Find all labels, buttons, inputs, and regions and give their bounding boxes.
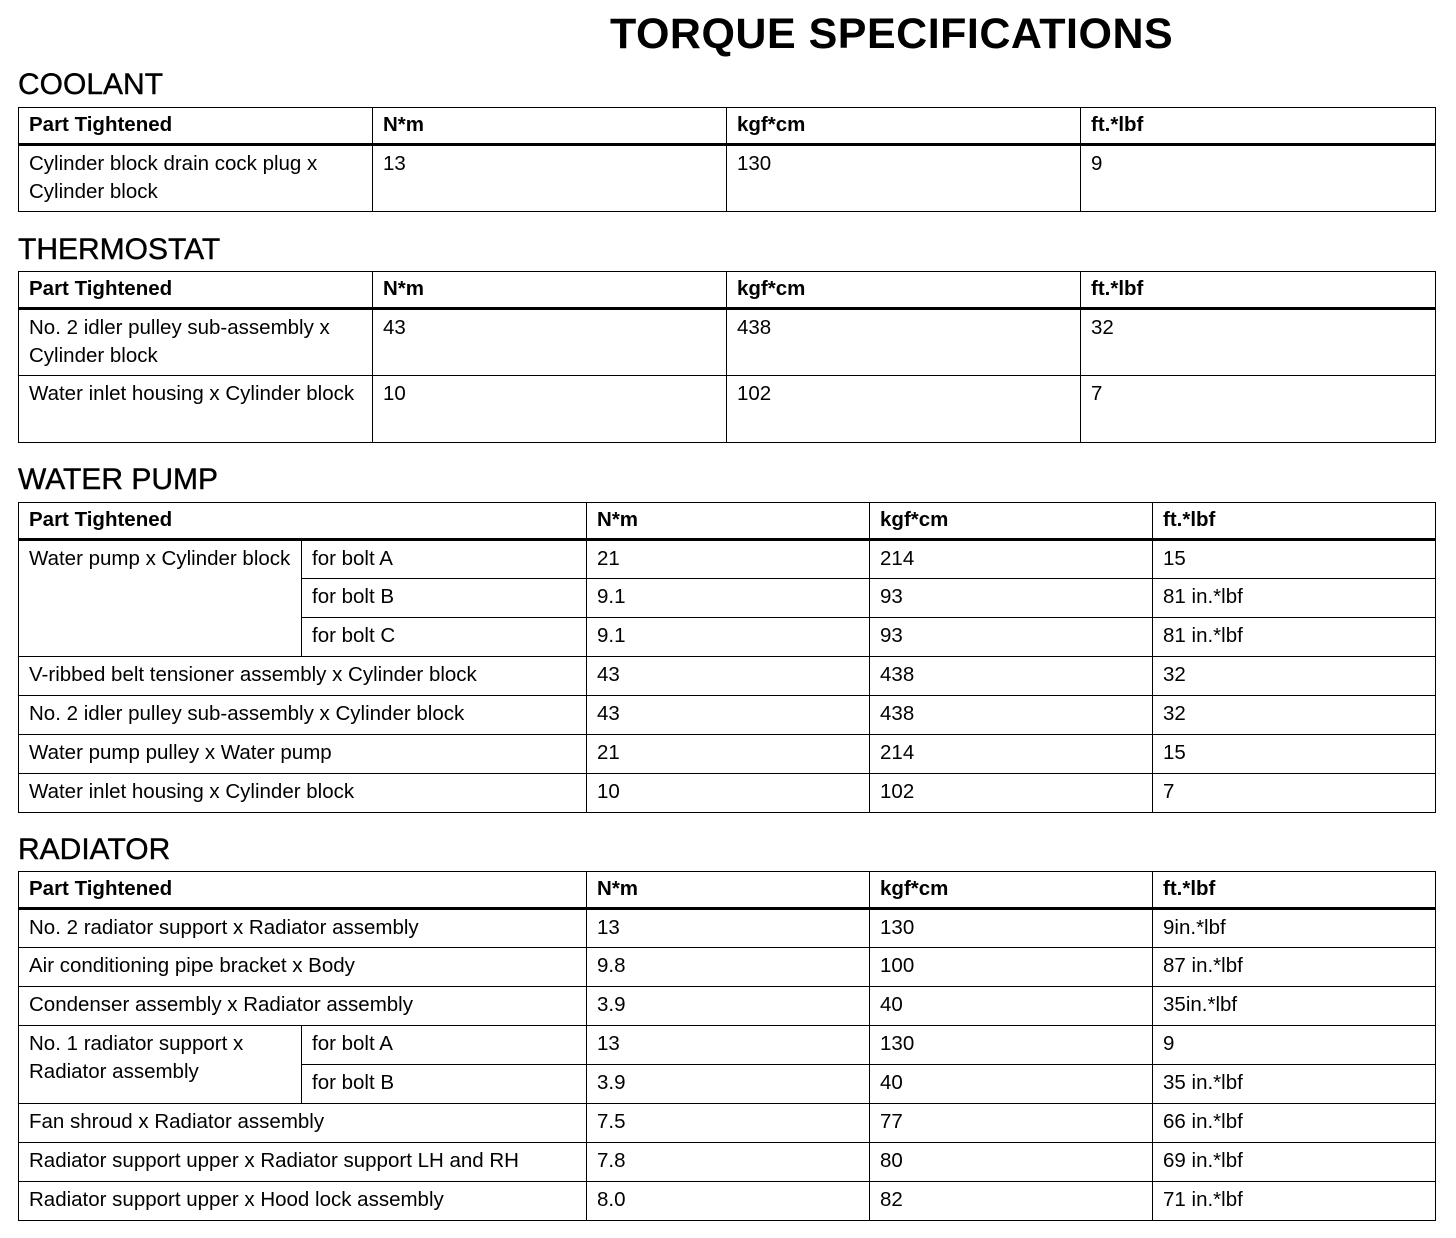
page-title: TORQUE SPECIFICATIONS xyxy=(610,10,1174,58)
header-ftlbf: ft.*lbf xyxy=(1153,503,1436,540)
section-heading-water-pump: WATER PUMP xyxy=(18,463,218,496)
header-ftlbf: ft.*lbf xyxy=(1153,872,1436,909)
nm-cell: 13 xyxy=(587,1026,870,1065)
nm-cell: 9.8 xyxy=(587,948,870,987)
table-row xyxy=(19,774,1436,813)
part-cell: Water pump pulley x Water pump xyxy=(19,735,587,774)
table-row xyxy=(19,1104,1436,1143)
kgfcm-cell: 102 xyxy=(870,774,1153,813)
header-kgfcm: kgf*cm xyxy=(870,872,1153,909)
ftlbf-cell: 81 in.*lbf xyxy=(1153,618,1436,657)
ftlbf-cell: 69 in.*lbf xyxy=(1153,1143,1436,1182)
nm-cell: 43 xyxy=(373,309,727,376)
kgfcm-cell: 82 xyxy=(870,1182,1153,1221)
ftlbf-cell: 87 in.*lbf xyxy=(1153,948,1436,987)
ftlbf-cell: 32 xyxy=(1081,309,1436,376)
table-row xyxy=(19,1143,1436,1182)
kgfcm-cell: 438 xyxy=(727,309,1081,376)
part-cell: Radiator support upper x Hood lock assembly xyxy=(19,1182,587,1221)
kgfcm-cell: 93 xyxy=(870,579,1153,618)
kgfcm-cell: 77 xyxy=(870,1104,1153,1143)
ftlbf-cell: 15 xyxy=(1153,735,1436,774)
kgfcm-cell: 130 xyxy=(870,1026,1153,1065)
table-header-row xyxy=(19,872,1436,909)
table-row xyxy=(19,657,1436,696)
part-cell: Cylinder block drain cock plug x Cylinder block xyxy=(19,145,373,212)
coolant-table xyxy=(18,107,1436,212)
ftlbf-cell: 7 xyxy=(1081,376,1436,443)
table-header-row xyxy=(19,108,1436,145)
header-kgfcm: kgf*cm xyxy=(870,503,1153,540)
water-pump-table xyxy=(18,502,1436,813)
header-nm: N*m xyxy=(373,108,727,145)
bolt-cell: for bolt C xyxy=(302,618,587,657)
part-cell: No. 2 radiator support x Radiator assembly xyxy=(19,909,587,948)
table-header-row xyxy=(19,272,1436,309)
ftlbf-cell: 81 in.*lbf xyxy=(1153,579,1436,618)
kgfcm-cell: 40 xyxy=(870,987,1153,1026)
header-kgfcm: kgf*cm xyxy=(727,272,1081,309)
nm-cell: 21 xyxy=(587,735,870,774)
ftlbf-cell: 71 in.*lbf xyxy=(1153,1182,1436,1221)
header-ftlbf: ft.*lbf xyxy=(1081,272,1436,309)
kgfcm-cell: 100 xyxy=(870,948,1153,987)
ftlbf-cell: 15 xyxy=(1153,540,1436,579)
nm-cell: 21 xyxy=(587,540,870,579)
bolt-cell: for bolt A xyxy=(302,540,587,579)
part-cell: No. 2 idler pulley sub-assembly x Cylinder block xyxy=(19,696,587,735)
kgfcm-cell: 93 xyxy=(870,618,1153,657)
bolt-cell: for bolt B xyxy=(302,579,587,618)
nm-cell: 43 xyxy=(587,657,870,696)
nm-cell: 13 xyxy=(373,145,727,212)
header-part: Part Tightened xyxy=(19,272,373,309)
table-row xyxy=(19,540,1436,579)
kgfcm-cell: 130 xyxy=(727,145,1081,212)
kgfcm-cell: 80 xyxy=(870,1143,1153,1182)
table-row xyxy=(19,735,1436,774)
table-row xyxy=(19,696,1436,735)
kgfcm-cell: 214 xyxy=(870,540,1153,579)
header-ftlbf: ft.*lbf xyxy=(1081,108,1436,145)
nm-cell: 10 xyxy=(373,376,727,443)
nm-cell: 13 xyxy=(587,909,870,948)
thermostat-table xyxy=(18,271,1436,443)
part-cell: Condenser assembly x Radiator assembly xyxy=(19,987,587,1026)
part-cell: Water pump x Cylinder block xyxy=(19,540,302,657)
part-cell: Water inlet housing x Cylinder block xyxy=(19,774,587,813)
header-part: Part Tightened xyxy=(19,503,587,540)
part-cell: No. 2 idler pulley sub-assembly x Cylinder block xyxy=(19,309,373,376)
ftlbf-cell: 32 xyxy=(1153,657,1436,696)
ftlbf-cell: 9in.*lbf xyxy=(1153,909,1436,948)
nm-cell: 43 xyxy=(587,696,870,735)
nm-cell: 8.0 xyxy=(587,1182,870,1221)
nm-cell: 10 xyxy=(587,774,870,813)
table-row xyxy=(19,987,1436,1026)
ftlbf-cell: 9 xyxy=(1081,145,1436,212)
kgfcm-cell: 130 xyxy=(870,909,1153,948)
radiator-table xyxy=(18,871,1436,1221)
table-row xyxy=(19,1026,1436,1065)
bolt-cell: for bolt A xyxy=(302,1026,587,1065)
section-heading-thermostat: THERMOSTAT xyxy=(18,233,221,266)
kgfcm-cell: 438 xyxy=(870,657,1153,696)
part-cell: Water inlet housing x Cylinder block xyxy=(19,376,373,443)
table-row xyxy=(19,309,1436,376)
part-cell: V-ribbed belt tensioner assembly x Cylinder block xyxy=(19,657,587,696)
header-nm: N*m xyxy=(373,272,727,309)
ftlbf-cell: 66 in.*lbf xyxy=(1153,1104,1436,1143)
nm-cell: 9.1 xyxy=(587,618,870,657)
ftlbf-cell: 7 xyxy=(1153,774,1436,813)
section-heading-coolant: COOLANT xyxy=(18,68,164,101)
nm-cell: 7.5 xyxy=(587,1104,870,1143)
header-nm: N*m xyxy=(587,872,870,909)
kgfcm-cell: 214 xyxy=(870,735,1153,774)
part-cell: Radiator support upper x Radiator support LH and RH xyxy=(19,1143,587,1182)
part-cell: No. 1 radiator support x Radiator assembly xyxy=(19,1026,302,1104)
nm-cell: 3.9 xyxy=(587,1065,870,1104)
ftlbf-cell: 32 xyxy=(1153,696,1436,735)
ftlbf-cell: 35 in.*lbf xyxy=(1153,1065,1436,1104)
table-row xyxy=(19,376,1436,443)
nm-cell: 7.8 xyxy=(587,1143,870,1182)
header-kgfcm: kgf*cm xyxy=(727,108,1081,145)
table-row xyxy=(19,1182,1436,1221)
nm-cell: 9.1 xyxy=(587,579,870,618)
nm-cell: 3.9 xyxy=(587,987,870,1026)
table-row xyxy=(19,948,1436,987)
kgfcm-cell: 438 xyxy=(870,696,1153,735)
kgfcm-cell: 102 xyxy=(727,376,1081,443)
kgfcm-cell: 40 xyxy=(870,1065,1153,1104)
bolt-cell: for bolt B xyxy=(302,1065,587,1104)
header-part: Part Tightened xyxy=(19,108,373,145)
part-cell: Air conditioning pipe bracket x Body xyxy=(19,948,587,987)
table-row xyxy=(19,909,1436,948)
ftlbf-cell: 35in.*lbf xyxy=(1153,987,1436,1026)
header-nm: N*m xyxy=(587,503,870,540)
section-heading-radiator: RADIATOR xyxy=(18,833,171,866)
ftlbf-cell: 9 xyxy=(1153,1026,1436,1065)
header-part: Part Tightened xyxy=(19,872,587,909)
part-cell: Fan shroud x Radiator assembly xyxy=(19,1104,587,1143)
table-row xyxy=(19,145,1436,212)
table-header-row xyxy=(19,503,1436,540)
